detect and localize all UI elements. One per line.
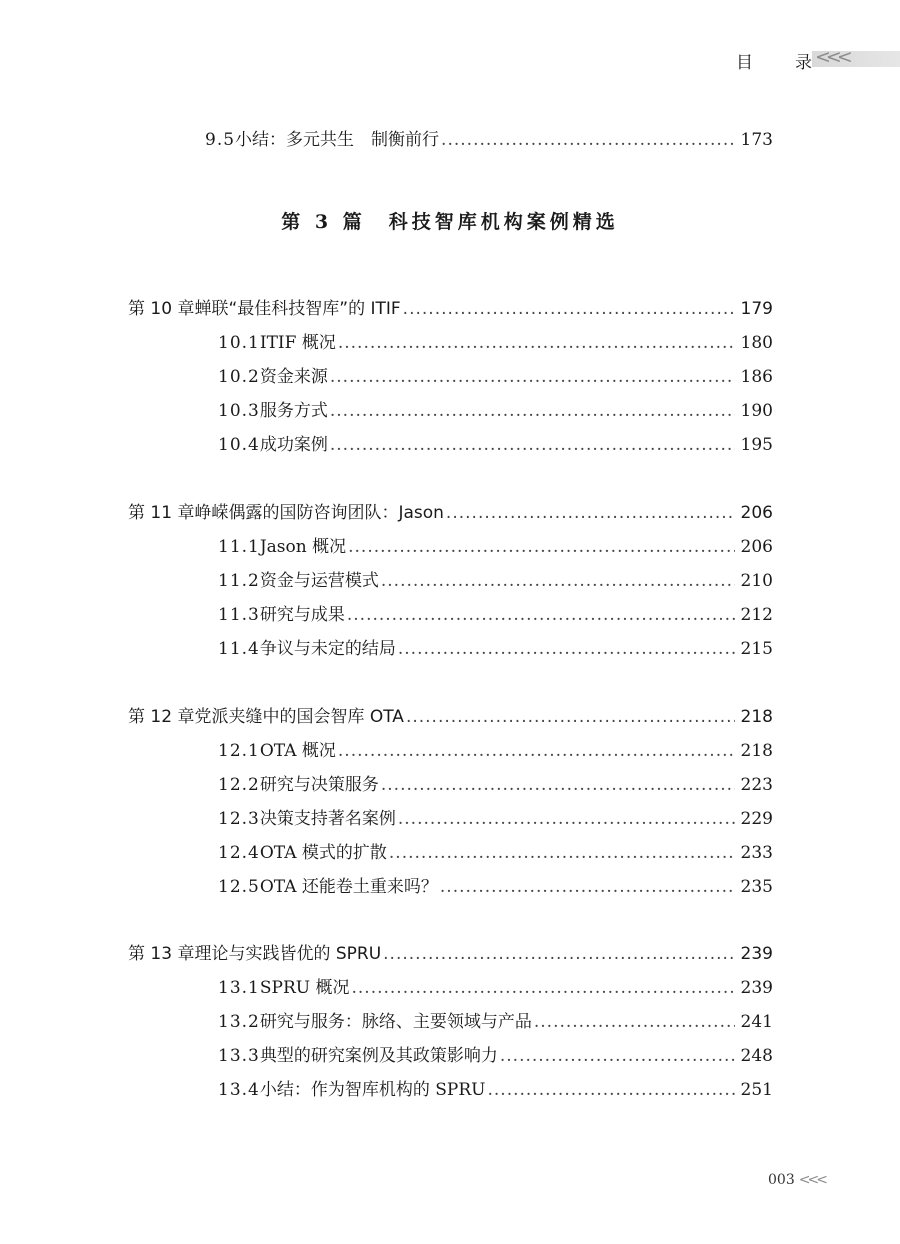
- toc-entry[interactable]: [218, 566, 773, 592]
- dot-leader: [381, 775, 735, 795]
- page-number: 223: [740, 775, 773, 795]
- dot-leader: [487, 1080, 734, 1100]
- page-number: 248: [740, 1046, 773, 1066]
- toc-entry[interactable]: [218, 328, 773, 354]
- toc-entry[interactable]: [218, 600, 773, 626]
- section-number: 13.3: [218, 1046, 260, 1066]
- toc-entry[interactable]: [218, 1007, 773, 1033]
- toc-entry[interactable]: [218, 804, 773, 830]
- section-title: ITIF 概况: [259, 333, 336, 353]
- toc-chapter[interactable]: [128, 702, 773, 728]
- dot-leader: [348, 537, 734, 557]
- page-number: 212: [740, 605, 773, 625]
- page-number: 251: [740, 1080, 773, 1100]
- page-number: 206: [740, 537, 773, 557]
- section-title: 研究与服务：脉络、主要领域与产品: [259, 1012, 532, 1032]
- section-number: 12.2: [218, 775, 260, 795]
- dot-leader: [441, 130, 735, 150]
- page-number: 239: [740, 978, 773, 998]
- header-title-left: 目: [736, 53, 753, 73]
- dot-leader: [446, 503, 735, 523]
- running-header: [736, 48, 812, 73]
- page-number: 241: [740, 1012, 773, 1032]
- dot-leader: [406, 707, 735, 727]
- section-number: 10.3: [218, 401, 260, 421]
- chapter-number: 第 10 章: [128, 299, 195, 319]
- chapter-title: 理论与实践皆优的 SPRU: [194, 944, 382, 964]
- section-number: 11.2: [218, 571, 260, 591]
- section-title: 资金来源: [259, 367, 328, 387]
- dot-leader: [534, 1012, 735, 1032]
- section-title: 小结：多元共生 制衡前行: [235, 130, 440, 150]
- section-title: 研究与成果: [259, 605, 345, 625]
- toc-entry[interactable]: [218, 736, 773, 762]
- dot-leader: [330, 367, 735, 387]
- section-number: 9.5: [205, 130, 236, 150]
- section-title: 小结：作为智库机构的 SPRU: [259, 1080, 486, 1100]
- toc-entry[interactable]: [205, 125, 773, 151]
- chapter-number: 第 12 章: [128, 707, 195, 727]
- dot-leader: [440, 877, 735, 897]
- section-number: 11.4: [218, 639, 260, 659]
- page-number: 179: [740, 299, 773, 319]
- section-title: OTA 模式的扩散: [259, 843, 387, 863]
- dot-leader: [389, 843, 735, 863]
- section-number: 11.1: [218, 537, 260, 557]
- dot-leader: [338, 333, 735, 353]
- toc-entry[interactable]: [218, 973, 773, 999]
- header-title-right: 录: [795, 53, 812, 73]
- dot-leader: [338, 741, 735, 761]
- dot-leader: [351, 978, 734, 998]
- section-title: 争议与未定的结局: [259, 639, 396, 659]
- section-number: 12.3: [218, 809, 260, 829]
- section-title: 资金与运营模式: [259, 571, 379, 591]
- page-number: 239: [740, 944, 773, 964]
- section-title: OTA 还能卷土重来吗？: [259, 877, 438, 897]
- toc-chapter[interactable]: [128, 939, 773, 965]
- dot-leader: [398, 809, 735, 829]
- page-number: 210: [740, 571, 773, 591]
- page-number: 235: [740, 877, 773, 897]
- toc-chapter[interactable]: [128, 294, 773, 320]
- page-number: 173: [740, 130, 773, 150]
- footer-chevron-icon: <<<: [798, 1172, 825, 1188]
- dot-leader: [500, 1046, 735, 1066]
- toc-entry[interactable]: [218, 872, 773, 898]
- dot-leader: [383, 944, 734, 964]
- toc-entry[interactable]: [218, 362, 773, 388]
- toc-entry[interactable]: [218, 634, 773, 660]
- page-footer: [768, 1172, 825, 1188]
- dot-leader: [381, 571, 735, 591]
- section-title: 决策支持著名案例: [259, 809, 396, 829]
- header-chevron-icon: <<<: [815, 46, 848, 68]
- chapter-title: 蝉联“最佳科技智库”的 ITIF: [194, 299, 401, 319]
- page-number: 233: [740, 843, 773, 863]
- toc-entry[interactable]: [218, 770, 773, 796]
- page-number: 215: [740, 639, 773, 659]
- page-number: 218: [740, 707, 773, 727]
- page-number: 190: [740, 401, 773, 421]
- dot-leader: [330, 435, 735, 455]
- section-number: 12.5: [218, 877, 260, 897]
- page-number: 186: [740, 367, 773, 387]
- page-number: 195: [740, 435, 773, 455]
- page-number: 229: [740, 809, 773, 829]
- toc-entry[interactable]: [218, 396, 773, 422]
- section-number: 11.3: [218, 605, 260, 625]
- toc-chapter[interactable]: [128, 498, 773, 524]
- section-title: Jason 概况: [259, 537, 347, 557]
- chapter-number: 第 11 章: [128, 503, 195, 523]
- chapter-number: 第 13 章: [128, 944, 195, 964]
- section-number: 13.4: [218, 1080, 260, 1100]
- footer-page-number: 003: [768, 1172, 795, 1188]
- section-number: 10.1: [218, 333, 260, 353]
- section-number: 10.2: [218, 367, 260, 387]
- dot-leader: [403, 299, 735, 319]
- section-number: 12.4: [218, 843, 260, 863]
- section-number: 13.1: [218, 978, 260, 998]
- toc-entry[interactable]: [218, 838, 773, 864]
- toc-entry[interactable]: [218, 1041, 773, 1067]
- dot-leader: [347, 605, 735, 625]
- section-title: 研究与决策服务: [259, 775, 379, 795]
- section-title: 服务方式: [259, 401, 328, 421]
- chapter-title: 党派夹缝中的国会智库 OTA: [194, 707, 404, 727]
- chapter-title: 峥嵘偶露的国防咨询团队：Jason: [194, 503, 444, 523]
- toc-entry[interactable]: [218, 532, 773, 558]
- section-title: SPRU 概况: [259, 978, 350, 998]
- section-number: 10.4: [218, 435, 260, 455]
- toc-entry[interactable]: [218, 1075, 773, 1101]
- page-number: 180: [740, 333, 773, 353]
- dot-leader: [330, 401, 735, 421]
- dot-leader: [398, 639, 735, 659]
- page-number: 218: [740, 741, 773, 761]
- section-number: 12.1: [218, 741, 260, 761]
- section-title: OTA 概况: [259, 741, 336, 761]
- toc-entry[interactable]: [218, 430, 773, 456]
- part-title: 第 3 篇 科技智库机构案例精选: [281, 211, 619, 233]
- section-number: 13.2: [218, 1012, 260, 1032]
- section-title: 典型的研究案例及其政策影响力: [259, 1046, 498, 1066]
- page-number: 206: [740, 503, 773, 523]
- section-title: 成功案例: [259, 435, 328, 455]
